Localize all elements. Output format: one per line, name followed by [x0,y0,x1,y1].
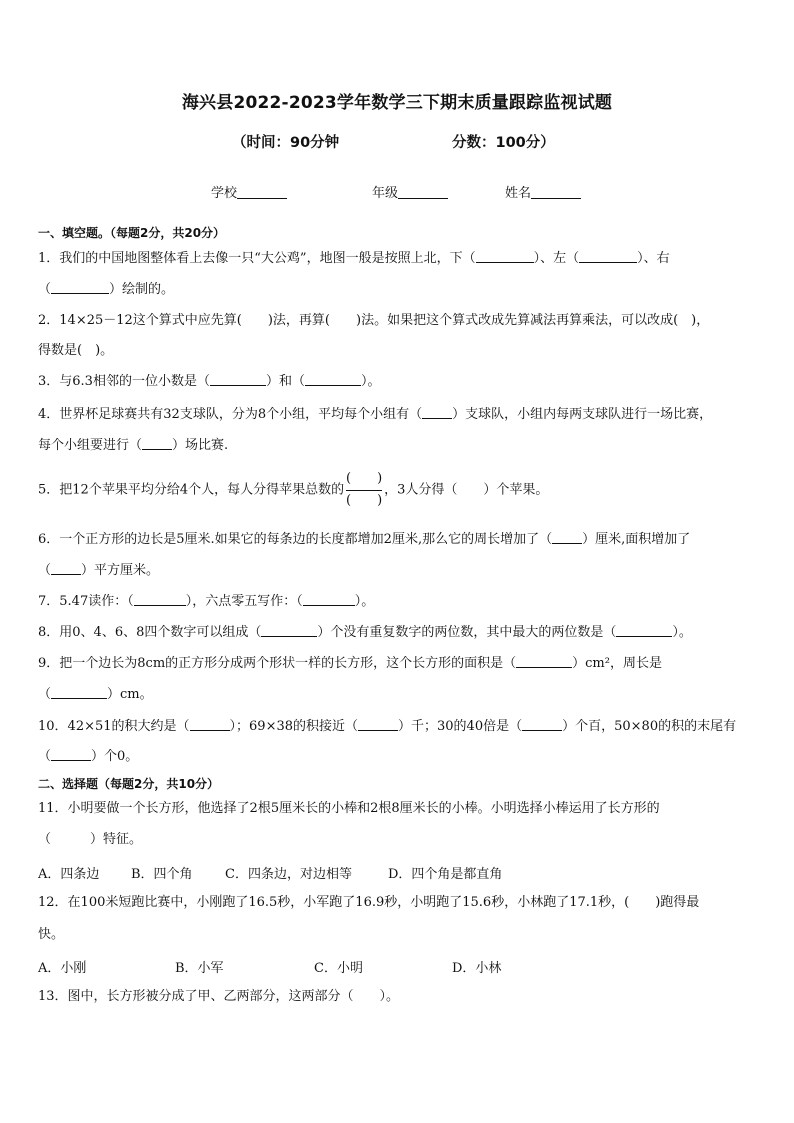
q3-blank-1[interactable] [210,373,266,386]
q12-option-a[interactable]: A．小刚 [38,961,87,976]
grade-blank[interactable] [398,184,448,199]
q1-blank-1[interactable] [476,250,534,263]
school-field [211,182,287,201]
q7-blank-2[interactable] [303,593,355,606]
q5-fraction-bar [346,490,382,491]
q6-line2: （ ）平方厘米。 [38,563,160,578]
q9-blank-1[interactable] [516,655,572,668]
q1-line1: 1．我们的中国地图整体看上去像一只“大公鸡”，地图一般是按照上北，下（ ）、左（ ）、右 [38,251,670,266]
q5-fraction[interactable] [344,470,384,510]
q10-blank-3[interactable] [522,718,562,731]
q10-line1: 10．42×51的积大约是（ ）；69×38的积接近（ ）千；30的40倍是（ ）个百，50×80的积的末尾有 [38,719,737,734]
exam-score: 分数：100分） [452,135,555,151]
q9-line2: （ ）cm。 [38,687,153,702]
q12-line1: 12．在100米短跑比赛中，小刚跑了16.5秒，小军跑了16.9秒，小明跑了15.6秒，小林跑了17.1秒，( )跑得最 [38,895,700,910]
section-fill-in-heading: 一、填空题。（每题2分，共20分） [38,226,226,240]
q10-blank-1[interactable] [190,718,230,731]
school-label: 学校 [211,186,238,201]
section-choice-heading: 二、选择题（每题2分，共10分） [38,777,220,791]
q12-option-c[interactable]: C．小明 [314,961,363,976]
q10-line2: （ ）个0。 [38,749,139,764]
q8-blank-2[interactable] [616,624,672,637]
exam-time: （时间：90分钟 [232,135,340,151]
q11-option-b[interactable]: B．四个角 [131,867,193,882]
grade-field [372,182,448,201]
q5-fraction-numerator: ( ) [346,471,383,486]
name-blank[interactable] [531,184,581,199]
q6-blank-1[interactable] [552,531,582,544]
q5-fraction-denominator: ( ) [346,493,383,508]
q3-blank-2[interactable] [305,373,361,386]
q11-option-c[interactable]: C．四条边，对边相等 [225,867,352,882]
q4-blank-1[interactable] [422,406,452,419]
q7-line: 7．5.47读作：（ ），六点零五写作：（ ）。 [38,594,375,609]
q11-option-d[interactable]: D．四个角是都直角 [388,867,503,882]
q9-line1: 9．把一个边长为8cm的正方形分成两个形状一样的长方形，这个长方形的面积是（ ）cm²，周长是 [38,656,662,671]
q2-line1: 2．14×25－12这个算式中应先算( )法，再算( )法。如果把这个算式改成先算减法再算乘法，可以改成( )， [38,313,710,328]
q12-option-d[interactable]: D．小林 [452,961,502,976]
q11-line2: （ ）特征。 [38,832,143,847]
q11-line1: 11．小明要做一个长方形，他选择了2根5厘米长的小棒和2根8厘米长的小棒。小明选择小棒运用了长方形的 [38,801,660,816]
q2-line2: 得数是( )。 [38,343,114,358]
q4-line2: 每个小组要进行（ ）场比赛. [38,438,229,453]
q11-option-a[interactable]: A．四条边 [38,867,100,882]
q8-blank-1[interactable] [261,624,317,637]
q9-blank-2[interactable] [51,686,107,699]
q1-line2: （ ）绘制的。 [38,282,175,297]
q8-line: 8．用0、4、6、8四个数字可以组成（ ）个没有重复数字的两位数，其中最大的两位数是（ ）。 [38,625,692,640]
q7-blank-1[interactable] [134,593,186,606]
q12-line2: 快。 [38,927,65,942]
q6-line1: 6．一个正方形的边长是5厘米.如果它的每条边的长度都增加2厘米,那么它的周长增加了（ ）厘米,面积增加了 [38,532,691,547]
q3-line: 3．与6.3相邻的一位小数是（ ）和（ ）。 [38,374,381,389]
q1-blank-2[interactable] [579,250,637,263]
q12-option-b[interactable]: B．小军 [175,961,224,976]
school-blank[interactable] [237,184,287,199]
q4-blank-2[interactable] [142,437,172,450]
grade-label: 年级 [372,186,399,201]
q10-blank-2[interactable] [358,718,398,731]
q4-line1: 4．世界杯足球赛共有32支球队，分为8个小组，平均每个小组有（ ）支球队，小组内每两支球队进行一场比赛， [38,407,713,422]
name-label: 姓名 [505,186,532,201]
q10-blank-4[interactable] [51,748,91,761]
q5-line: 5．把12个苹果平均分给4个人，每人分得苹果总数的 $\frac{( )}{( )}$ ，3人分得（ ）个苹果。 [38,471,549,508]
q1-blank-3[interactable] [51,281,109,294]
q6-blank-2[interactable] [51,562,81,575]
exam-title: 海兴县2022-2023学年数学三下期末质量跟踪监视试题 [181,93,613,113]
q13-line1: 13．图中，长方形被分成了甲、乙两部分，这两部分（ ）。 [38,989,400,1004]
name-field [505,182,581,201]
